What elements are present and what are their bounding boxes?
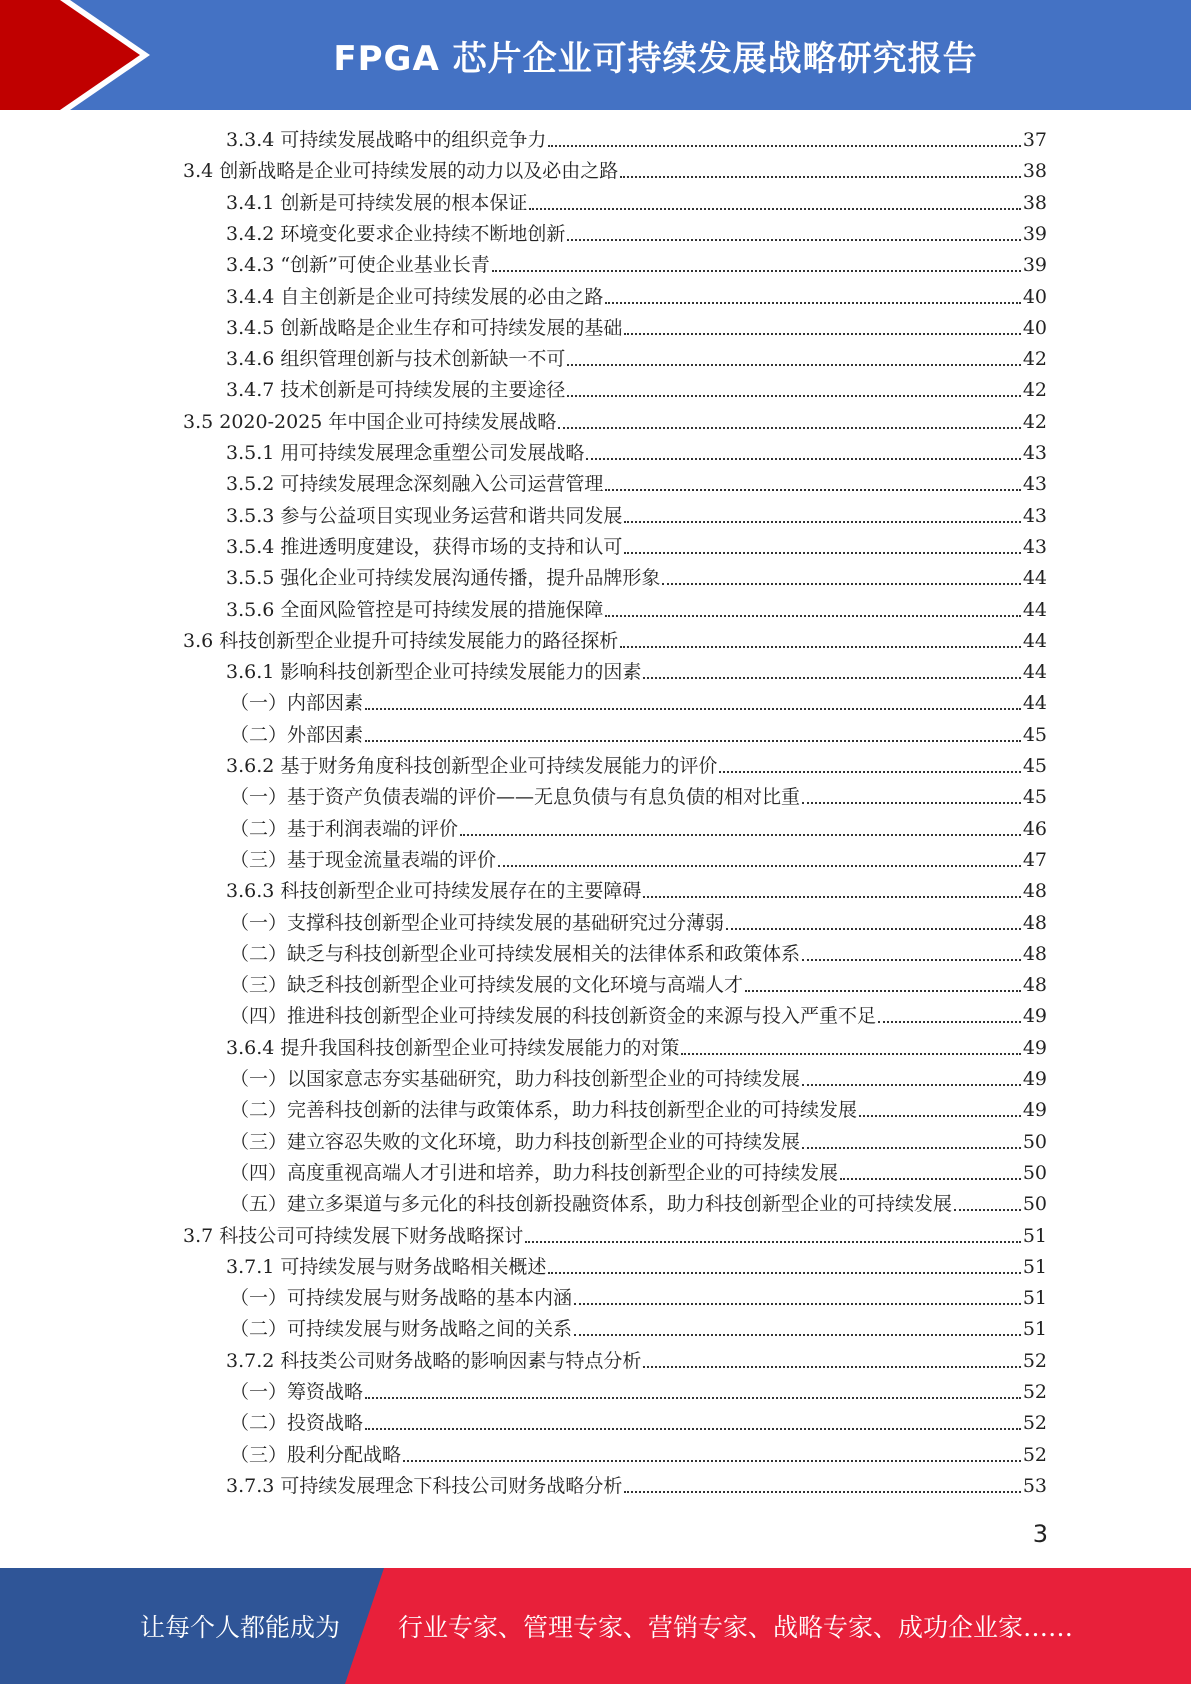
toc-entry-page: 43 (1022, 535, 1047, 558)
toc-leader-dots (365, 740, 1021, 742)
toc-entry[interactable] (230, 1442, 1047, 1468)
toc-leader-dots (529, 208, 1020, 210)
toc-entry[interactable] (226, 471, 1047, 497)
toc-leader-dots (802, 1147, 1021, 1149)
toc-leader-dots (567, 395, 1020, 397)
toc-entry[interactable] (230, 1160, 1047, 1186)
toc-leader-dots (643, 1366, 1020, 1368)
toc-entry-page: 44 (1022, 629, 1047, 652)
toc-leader-dots (403, 1460, 1021, 1462)
toc-leader-dots (605, 615, 1020, 617)
toc-entry[interactable] (230, 847, 1047, 873)
toc-leader-dots (567, 239, 1020, 241)
toc-entry[interactable] (226, 1254, 1047, 1280)
toc-entry[interactable] (230, 941, 1047, 967)
toc-entry[interactable] (183, 409, 1047, 435)
toc-entry-title: （五）建立多渠道与多元化的科技创新投融资体系，助力科技创新型企业的可持续发展 (230, 1193, 953, 1216)
toc-entry-page: 51 (1022, 1255, 1047, 1278)
toc-entry-title: （三）建立容忍失败的文化环境，助力科技创新型企业的可持续发展 (230, 1130, 801, 1153)
toc-leader-dots (643, 677, 1020, 679)
toc-entry-page: 47 (1022, 848, 1047, 871)
toc-leader-dots (492, 270, 1021, 272)
toc-leader-dots (605, 489, 1020, 491)
toc-entry-page: 46 (1022, 817, 1047, 840)
toc-entry-title: （一）支撑科技创新型企业可持续发展的基础研究过分薄弱 (230, 911, 725, 934)
toc-entry[interactable] (226, 753, 1047, 779)
toc-entry-title: 3.4.4 自主创新是企业可持续发展的必由之路 (226, 285, 604, 308)
toc-entry-page: 44 (1022, 661, 1047, 684)
toc-entry-title: 3.3.4 可持续发展战略中的组织竞争力 (226, 129, 547, 151)
toc-entry-title: （一）以国家意志夯实基础研究，助力科技创新型企业的可持续发展 (230, 1068, 801, 1090)
toc-leader-dots (802, 959, 1021, 961)
toc-entry[interactable] (230, 1410, 1047, 1436)
toc-entry[interactable] (230, 1129, 1047, 1155)
toc-entry-title: （三）基于现金流量表端的评价 (230, 848, 497, 871)
toc-entry-page: 49 (1022, 1036, 1047, 1059)
toc-entry-page: 42 (1022, 410, 1047, 433)
toc-entry-page: 49 (1022, 1099, 1047, 1122)
toc-entry-title: 3.5.5 强化企业可持续发展沟通传播，提升品牌形象 (226, 567, 661, 590)
toc-entry-title: 3.6.1 影响科技创新型企业可持续发展能力的因素 (226, 661, 642, 684)
toc-entry-page: 48 (1022, 880, 1047, 903)
toc-leader-dots (624, 521, 1020, 523)
toc-leader-dots (548, 145, 1020, 147)
toc-entry[interactable] (183, 1223, 1047, 1249)
toc-entry-title: 3.4.7 技术创新是可持续发展的主要途径 (226, 379, 566, 402)
toc-entry[interactable] (230, 784, 1047, 810)
toc-entry[interactable] (226, 127, 1047, 153)
toc-leader-dots (574, 1303, 1021, 1305)
toc-entry-page: 43 (1022, 473, 1047, 496)
toc-entry-page: 39 (1022, 222, 1047, 245)
toc-leader-dots (802, 802, 1021, 804)
toc-entry-title: 3.7.3 可持续发展理念下科技公司财务战略分析 (226, 1474, 623, 1497)
toc-entry[interactable] (226, 315, 1047, 341)
toc-leader-dots (719, 771, 1020, 773)
toc-entry[interactable] (226, 503, 1047, 529)
toc-leader-dots (365, 1428, 1021, 1430)
toc-entry[interactable] (226, 597, 1047, 623)
toc-leader-dots (643, 896, 1020, 898)
toc-entry-title: （二）可持续发展与财务战略之间的关系 (230, 1318, 573, 1341)
toc-entry[interactable] (226, 190, 1047, 216)
toc-entry-page: 51 (1022, 1287, 1047, 1310)
toc-entry-page: 52 (1022, 1381, 1047, 1403)
toc-entry-page: 43 (1022, 442, 1047, 464)
toc-entry-title: （一）内部因素 (230, 692, 364, 715)
toc-leader-dots (624, 333, 1020, 335)
toc-entry-page: 45 (1022, 723, 1047, 746)
toc-leader-dots (840, 1178, 1021, 1180)
toc-entry[interactable] (230, 1379, 1047, 1405)
toc-entry-title: 3.5.4 推进透明度建设，获得市场的支持和认可 (226, 535, 623, 558)
toc-entry[interactable] (226, 377, 1047, 403)
document-title: FPGA 芯片企业可持续发展战略研究报告 (333, 38, 978, 79)
toc-entry-page: 50 (1022, 1130, 1047, 1153)
footer-slogan-right: 行业专家、管理专家、营销专家、战略专家、成功企业家…… (398, 1613, 1074, 1642)
toc-leader-dots (954, 1209, 1021, 1211)
header-arrow-icon (0, 0, 150, 110)
toc-entry-title: 3.6.4 提升我国科技创新型企业可持续发展能力的对策 (226, 1036, 680, 1059)
toc-entry[interactable] (230, 972, 1047, 998)
toc-entry[interactable] (230, 910, 1047, 936)
toc-entry-page: 50 (1022, 1161, 1047, 1184)
toc-entry-page: 42 (1022, 348, 1047, 371)
toc-entry[interactable] (230, 1191, 1047, 1217)
toc-entry[interactable] (226, 1348, 1047, 1374)
toc-entry-page: 48 (1022, 974, 1047, 997)
toc-leader-dots (878, 1021, 1021, 1023)
toc-entry-title: 3.7.1 可持续发展与财务战略相关概述 (226, 1255, 547, 1278)
toc-entry[interactable] (226, 878, 1047, 904)
toc-leader-dots (662, 583, 1020, 585)
toc-leader-dots (624, 1491, 1020, 1493)
toc-entry[interactable] (226, 284, 1047, 310)
toc-entry-title: 3.6.2 基于财务角度科技创新型企业可持续发展能力的评价 (226, 755, 718, 777)
toc-leader-dots (525, 1241, 1021, 1243)
toc-entry[interactable] (230, 1316, 1047, 1342)
toc-entry-title: 3.4.6 组织管理创新与技术创新缺一不可 (226, 348, 566, 371)
toc-entry-title: 3.4.1 创新是可持续发展的根本保证 (226, 191, 528, 214)
toc-leader-dots (558, 427, 1020, 429)
toc-entry[interactable] (226, 221, 1047, 247)
toc-entry[interactable] (226, 252, 1047, 278)
toc-leader-dots (726, 928, 1021, 930)
toc-entry-page: 52 (1022, 1349, 1047, 1372)
toc-entry[interactable] (226, 565, 1047, 591)
toc-entry-page: 51 (1022, 1318, 1047, 1341)
toc-entry-page: 52 (1022, 1443, 1047, 1466)
toc-leader-dots (624, 552, 1020, 554)
toc-entry-title: （二）基于利润表端的评价 (230, 817, 459, 840)
toc-entry-page: 44 (1022, 598, 1047, 621)
toc-leader-dots (620, 176, 1021, 178)
toc-entry-title: （二）完善科技创新的法律与政策体系，助力科技创新型企业的可持续发展 (230, 1099, 858, 1122)
toc-entry-title: （一）筹资战略 (230, 1381, 364, 1403)
toc-entry-title: 3.7 科技公司可持续发展下财务战略探讨 (183, 1224, 524, 1247)
toc-entry-page: 48 (1022, 942, 1047, 965)
toc-entry[interactable] (226, 534, 1047, 560)
page-header (0, 0, 1191, 110)
toc-leader-dots (567, 364, 1020, 366)
toc-entry-title: 3.4 创新战略是企业可持续发展的动力以及必由之路 (183, 160, 619, 183)
page-number: 3 (1032, 1520, 1048, 1548)
toc-leader-dots (859, 1115, 1021, 1117)
toc-entry-title: 3.5.3 参与公益项目实现业务运营和谐共同发展 (226, 504, 623, 527)
toc-leader-dots (745, 990, 1021, 992)
footer-slogan-left: 让每个人都能成为 (140, 1613, 341, 1642)
toc-entry[interactable] (230, 690, 1047, 716)
toc-entry[interactable] (226, 346, 1047, 372)
toc-leader-dots (605, 302, 1020, 304)
toc-entry-title: （三）缺乏科技创新型企业可持续发展的文化环境与高端人才 (230, 974, 744, 997)
toc-entry-page: 51 (1022, 1224, 1047, 1247)
toc-leader-dots (498, 865, 1021, 867)
toc-entry-page: 48 (1022, 911, 1047, 934)
toc-entry[interactable] (230, 1066, 1047, 1092)
toc-entry-page: 39 (1022, 254, 1047, 277)
toc-entry-page: 38 (1022, 160, 1047, 183)
toc-entry-title: 3.5.1 用可持续发展理念重塑公司发展战略 (226, 442, 585, 464)
toc-entry-page: 40 (1022, 285, 1047, 308)
toc-leader-dots (460, 834, 1021, 836)
toc-entry-title: 3.4.3 “创新”可使企业基业长青 (226, 254, 490, 277)
toc-entry[interactable] (226, 1473, 1047, 1499)
toc-leader-dots (365, 708, 1021, 710)
toc-entry-title: （一）基于资产负债表端的评价——无息负债与有息负债的相对比重 (230, 786, 801, 809)
toc-entry[interactable] (226, 440, 1047, 466)
toc-entry-title: 3.4.5 创新战略是企业生存和可持续发展的基础 (226, 316, 623, 339)
toc-entry-page: 44 (1022, 567, 1047, 590)
toc-entry-title: 3.5.2 可持续发展理念深刻融入公司运营管理 (226, 473, 604, 496)
toc-leader-dots (574, 1334, 1021, 1336)
toc-entry-title: （二）缺乏与科技创新型企业可持续发展相关的法律体系和政策体系 (230, 942, 801, 965)
toc-entry[interactable] (183, 628, 1047, 654)
toc-entry-title: （三）股利分配战略 (230, 1443, 402, 1466)
toc-entry-title: （二）外部因素 (230, 723, 364, 746)
page-footer (0, 1568, 1191, 1684)
toc-entry-page: 44 (1022, 692, 1047, 715)
toc-leader-dots (548, 1272, 1020, 1274)
toc-entry-title: （四）高度重视高端人才引进和培养，助力科技创新型企业的可持续发展 (230, 1161, 839, 1184)
toc-entry-title: （二）投资战略 (230, 1412, 364, 1435)
toc-entry-title: 3.4.2 环境变化要求企业持续不断地创新 (226, 222, 566, 245)
toc-entry-page: 38 (1022, 191, 1047, 214)
toc-entry-page: 50 (1022, 1193, 1047, 1216)
toc-entry[interactable] (230, 1285, 1047, 1311)
toc-entry-page: 40 (1022, 316, 1047, 339)
toc-entry-title: 3.6 科技创新型企业提升可持续发展能力的路径探析 (183, 629, 619, 652)
toc-entry-page: 45 (1022, 755, 1047, 777)
toc-entry-page: 42 (1022, 379, 1047, 402)
toc-entry-page: 49 (1022, 1005, 1047, 1028)
toc-entry[interactable] (183, 158, 1047, 184)
toc-entry-page: 52 (1022, 1412, 1047, 1435)
toc-entry-title: 3.5.6 全面风险管控是可持续发展的措施保障 (226, 598, 604, 621)
toc-entry-title: 3.6.3 科技创新型企业可持续发展存在的主要障碍 (226, 880, 642, 903)
toc-entry-title: 3.7.2 科技类公司财务战略的影响因素与特点分析 (226, 1349, 642, 1372)
toc-entry[interactable] (230, 1097, 1047, 1123)
toc-entry[interactable] (226, 1035, 1047, 1061)
toc-entry-page: 45 (1022, 786, 1047, 809)
toc-entry[interactable] (230, 722, 1047, 748)
toc-entry[interactable] (230, 1003, 1047, 1029)
toc-entry-title: （四）推进科技创新型企业可持续发展的科技创新资金的来源与投入严重不足 (230, 1005, 877, 1028)
toc-leader-dots (620, 646, 1021, 648)
toc-entry[interactable] (230, 816, 1047, 842)
toc-leader-dots (586, 458, 1020, 460)
toc-leader-dots (681, 1053, 1020, 1055)
toc-entry-title: （一）可持续发展与财务战略的基本内涵 (230, 1287, 573, 1310)
toc-entry[interactable] (226, 659, 1047, 685)
toc-entry-page: 43 (1022, 504, 1047, 527)
toc-entry-page: 49 (1022, 1068, 1047, 1090)
toc-leader-dots (802, 1084, 1021, 1086)
toc-entry-page: 37 (1022, 129, 1047, 151)
toc-leader-dots (365, 1397, 1021, 1399)
toc-entry-page: 53 (1022, 1474, 1047, 1497)
toc-entry-title: 3.5 2020-2025 年中国企业可持续发展战略 (183, 410, 557, 433)
